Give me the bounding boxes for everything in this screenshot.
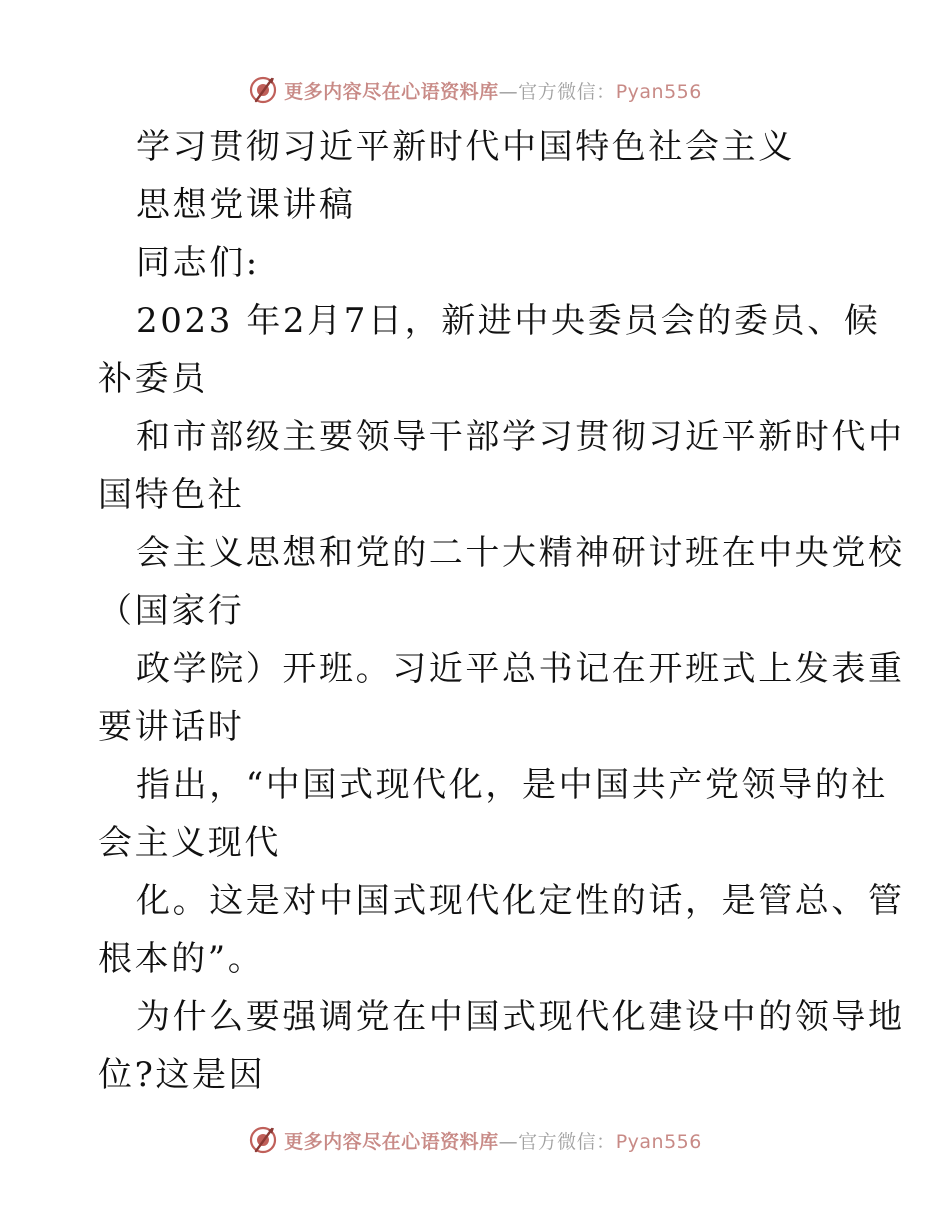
watermark-title: 更多内容尽在心语资料库	[284, 1130, 499, 1153]
watermark-official-label: 官方微信：	[518, 1130, 616, 1153]
quill-seal-icon	[248, 75, 278, 105]
quill-seal-icon	[248, 1125, 278, 1155]
paragraph-line: 位?这是因	[98, 1055, 266, 1095]
watermark-wechat-id: Pyan556	[615, 80, 702, 103]
salutation: 同志们:	[136, 243, 260, 283]
watermark-wechat-id: Pyan556	[615, 1130, 702, 1153]
watermark-separator: —	[498, 1130, 519, 1153]
paragraph-line: 根本的”。	[98, 939, 265, 979]
paragraph-line: 政学院）开班。习近平总书记在开班式上发表重	[136, 649, 905, 689]
document-body	[98, 118, 905, 1104]
watermark-title: 更多内容尽在心语资料库	[284, 80, 499, 103]
paragraph-line: 化。这是对中国式现代化定性的话，是管总、管	[136, 881, 905, 921]
paragraph-line: 会主义现代	[98, 823, 281, 863]
paragraph-line: 2023 年2月7日，新进中央委员会的委员、候	[136, 301, 881, 341]
watermark-footer	[0, 1120, 950, 1160]
paragraph-line: 补委员	[98, 359, 208, 399]
paragraph-line: 国特色社	[98, 475, 245, 515]
watermark-separator: —	[498, 80, 519, 103]
watermark-header	[0, 70, 950, 110]
document-title-line-1: 学习贯彻习近平新时代中国特色社会主义	[136, 127, 795, 167]
paragraph-line: 为什么要强调党在中国式现代化建设中的领导地	[136, 997, 905, 1037]
watermark-official-label: 官方微信：	[518, 80, 616, 103]
paragraph-line: （国家行	[98, 591, 245, 631]
paragraph-line: 指出，“中国式现代化，是中国共产党领导的社	[136, 765, 888, 805]
paragraph-line: 要讲话时	[98, 707, 245, 747]
paragraph-line: 会主义思想和党的二十大精神研讨班在中央党校	[136, 533, 905, 573]
document-title-line-2: 思想党课讲稿	[136, 185, 356, 225]
paragraph-line: 和市部级主要领导干部学习贯彻习近平新时代中	[136, 417, 905, 457]
